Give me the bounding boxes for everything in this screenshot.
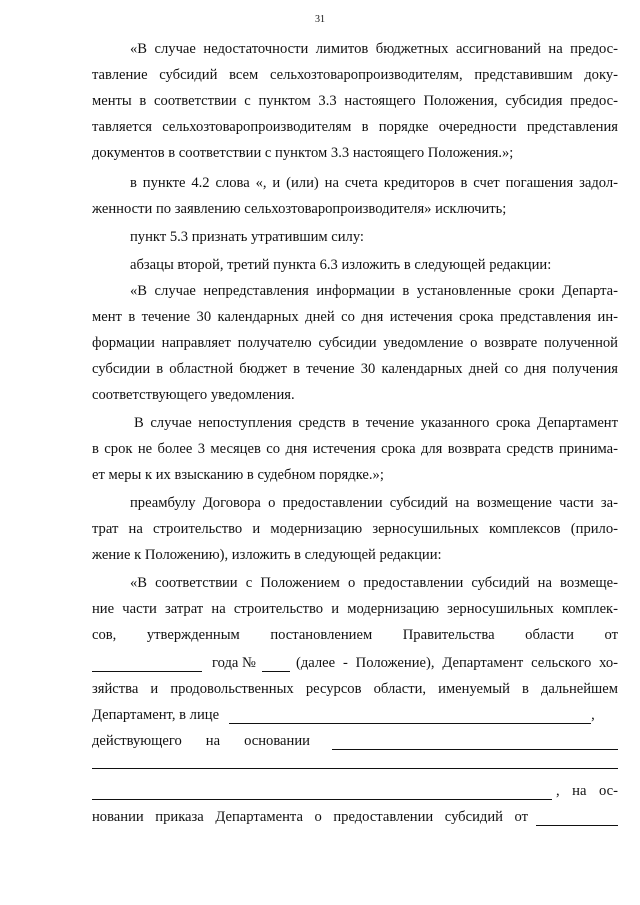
na-os-text: , на ос- xyxy=(556,783,618,799)
word: сов, xyxy=(92,627,117,643)
para6-line: В случае непоступления средств в течение указанного срока Департамент xyxy=(134,415,618,431)
acting-basis-line xyxy=(92,732,618,750)
basis-blank[interactable] xyxy=(332,735,618,750)
para1-line: менты в соответствии с пунктом 3.3 настоящего Положения, субсидия предос- xyxy=(92,93,618,109)
word: Правительства xyxy=(402,627,495,643)
para5-line: формации направляет получателю субсидии уведомление о возврате полученной xyxy=(92,335,618,351)
word: действующего xyxy=(92,733,182,749)
date-line-tail: (далее - Положение), Департамент сельского хо- xyxy=(295,655,618,671)
para5-line: «В случае непредставления информации в установленные сроки Департа- xyxy=(130,283,618,299)
department-line: зяйства и продовольственных ресурсов области, именуемый в дальнейшем xyxy=(92,681,618,697)
para2-line: женности по заявлению сельхозтоваропроизводителя» исключить; xyxy=(92,201,507,217)
page-number: 31 xyxy=(315,14,325,25)
represented-by-label: Департамент, в лице xyxy=(92,707,220,723)
date-number-line xyxy=(92,654,618,672)
para2-line: в пункте 4.2 слова «, и (или) на счета кредиторов в счет погашения задол- xyxy=(130,175,618,191)
word: на xyxy=(205,733,221,749)
para5-line: мент в течение 30 календарных дней со дня истечения срока представления ин- xyxy=(92,309,618,325)
comma: , xyxy=(591,707,595,723)
word: утвержденным xyxy=(146,627,240,643)
order-date-blank[interactable] xyxy=(536,811,618,826)
para6-line: ет меры к их взысканию в судебном порядке.»; xyxy=(92,467,384,483)
para8-line: «В соответствии с Положением о предоставлении субсидий на возмеще- xyxy=(130,575,618,591)
represented-by-line xyxy=(92,706,618,724)
date-blank[interactable] xyxy=(92,657,202,672)
word: основании xyxy=(244,733,310,749)
para4-line: абзацы второй, третий пункта 6.3 изложить в следующей редакции: xyxy=(130,257,552,273)
representative-blank[interactable] xyxy=(229,709,591,724)
order-basis-line xyxy=(92,808,618,826)
para7-line: трат на строительство и модернизацию зерносушильных комплексов (прило- xyxy=(92,521,618,537)
para7-line: жение к Положению), изложить в следующей редакции: xyxy=(92,547,442,563)
basis-blank-line[interactable] xyxy=(92,768,618,769)
para5-line: соответствующего уведомления. xyxy=(92,387,295,403)
number-blank[interactable] xyxy=(262,657,290,672)
word: постановлением xyxy=(270,627,373,643)
para7-line: преамбулу Договора о предоставлении субсидий на возмещение части за- xyxy=(130,495,618,511)
word: области xyxy=(525,627,574,643)
order-basis-text: новании приказа Департамента о предоставлении субсидий от xyxy=(92,809,528,825)
para1-line: тавление субсидий всем сельхозтоваропроизводителям, представившим доку- xyxy=(92,67,618,83)
para1-line: тавляется сельхозтоваропроизводителям в порядке очередности представления xyxy=(92,119,618,135)
para1-line: «В случае недостаточности лимитов бюджетных ассигнований на предос- xyxy=(130,41,618,57)
para6-line: в срок не более 3 месяцев со дня истечения срока для возврата средств принима- xyxy=(92,441,618,457)
word: от xyxy=(604,627,618,643)
basis-continuation-line xyxy=(92,782,618,800)
para8-line: ние части затрат на строительство и модернизацию зерносушильных комплек- xyxy=(92,601,618,617)
approval-line xyxy=(92,626,618,644)
para3-line: пункт 5.3 признать утратившим силу: xyxy=(130,229,364,245)
para5-line: субсидии в областной бюджет в течение 30 календарных дней со дня получения xyxy=(92,361,618,377)
basis-blank-2[interactable] xyxy=(92,785,552,800)
year-number-label: года № xyxy=(212,655,256,671)
para1-line: документов в соответствии с пунктом 3.3 настоящего Положения.»; xyxy=(92,145,514,161)
